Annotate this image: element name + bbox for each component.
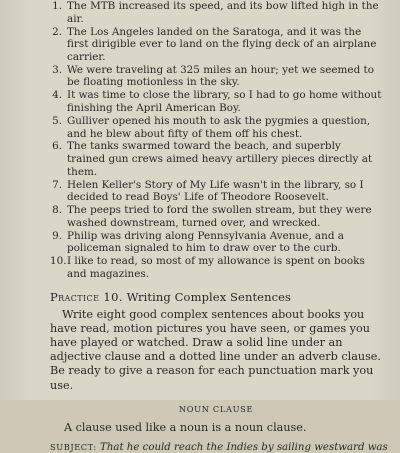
item-text: It was time to close the library, so I had to go home without finishing the April American Boy.: [67, 89, 382, 114]
list-item: [50, 115, 382, 140]
list-item: [50, 140, 382, 178]
item-text: Philip was driving along Pennsylvania Avenue, and a policeman signaled to him to draw over to the curb.: [67, 229, 344, 255]
item-number: 9.: [52, 229, 62, 242]
practice-title: Writing Complex Sentences: [126, 289, 292, 304]
item-number: 7.: [52, 178, 62, 191]
item-text: I like to read, so most of my allowance is spent on books and magazines.: [67, 255, 365, 280]
practice-heading: [50, 290, 382, 304]
item-number: 10.: [50, 255, 67, 268]
subject-label: SUBJECT:: [50, 441, 97, 452]
item-text: Gulliver opened his mouth to ask the pygmies a question, and he blew about fifty of them off his chest.: [67, 114, 371, 140]
list-item: [50, 89, 382, 114]
list-item: [50, 26, 382, 64]
item-text: Helen Keller's Story of My Life wasn't in the library, so I decided to read Boys' Life of Theodore Roosevelt.: [67, 178, 364, 204]
item-number: 4.: [52, 89, 62, 102]
list-item: [50, 204, 382, 229]
exercise-list: [50, 0, 382, 281]
item-number: 2.: [52, 25, 62, 38]
practice-instructions: Write eight good complex sentences about books you have read, motion pictures you have seen, or games you have played or watched. Draw a solid line under an adjective clause and a dotted line under an adverb clause. Be ready to give a reason for each punctuation mark you use.: [50, 307, 381, 392]
list-item: [50, 179, 382, 204]
page-content: [50, 0, 388, 453]
item-text: The MTB increased its speed, and its bow lifted high in the air.: [67, 0, 379, 25]
item-number: 1.: [52, 0, 62, 12]
item-text: The tanks swarmed toward the beach, and superbly trained gun crews aimed heavy artillery pieces directly at them.: [67, 140, 373, 178]
item-text: We were traveling at 325 miles an hour; yet we seemed to be floating motionless in the sky.: [67, 63, 374, 89]
list-item: [50, 255, 382, 280]
subject-example: [50, 441, 388, 453]
item-number: 6.: [52, 140, 62, 153]
list-item: [50, 0, 382, 25]
practice-label: Practice 10.: [50, 289, 123, 304]
list-item: [50, 64, 382, 89]
section-heading: NOUN CLAUSE: [178, 403, 254, 414]
definition-text: A clause used like a noun is a noun clause.: [64, 420, 307, 434]
item-number: 3.: [52, 63, 62, 76]
list-item: [50, 230, 382, 255]
item-number: 5.: [52, 114, 62, 127]
item-text: The peeps tried to ford the swollen stream, but they were washed downstream, turned over, and wrecked.: [67, 204, 372, 229]
subject-text: That he could reach the Indies by sailing westward was: [100, 441, 388, 453]
item-text: The Los Angeles landed on the Saratoga, and it was the first dirigible ever to land on the flying deck of an airplane carrier.: [67, 25, 377, 63]
item-number: 8.: [52, 204, 62, 217]
